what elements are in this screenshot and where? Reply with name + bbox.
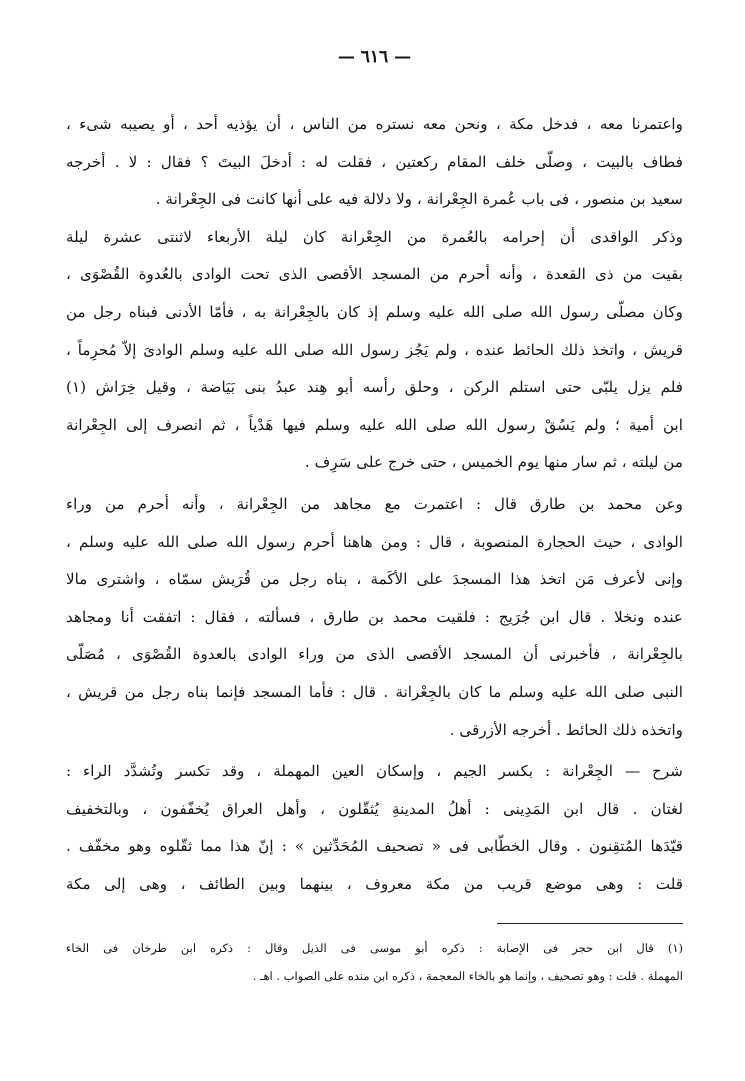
text-line: سعيد بن منصور ، فى باب عُمرة الجِعْرانة ، ولا دلالة فيه على أنها كانت فى الجِعْرانة .: [155, 190, 683, 209]
text-line: من ليلته ، ثم سار منها يوم الخميس ، حتى خرج على سَرِف .: [304, 453, 683, 472]
text-line: عنده ونخلا . قال ابن جُرَيج : فلقيت محمد بن طارق ، فسألته ، فقال : اتفقت أنا ومجاهد: [66, 607, 683, 626]
text-line: شرح — الجِعْرانة : بكسر الجيم ، وإسكان العين المهملة ، وقد تكسر وتُشدَّد الراء :: [66, 762, 683, 781]
text-line: وذكر الواقدى أن إحرامه بالعُمرة من الجِعْرانة كان ليلة الأربعاء لاثنتى عشرة ليلة: [66, 227, 683, 246]
text-line: الوادى ، حيث الحجارة المنصوبة ، قال : ومن هاهنا أحرم رسول الله صلى الله عليه وسلم ،: [66, 532, 683, 551]
main-text: [66, 106, 683, 903]
text-line: قيّدَها المُتقِنون . وقال الخطّابى فى « تصحيف المُحَدِّثين » : إنّ هذا مما ثقّلوه وهو مخفّف .: [66, 837, 683, 856]
text-line: بالجِعْرانة ، فأخبرنى أن المسجد الأقصى الذى من وراء الوادى بالعدوة القُصْوَى ، مُصَلّى: [66, 645, 683, 664]
text-line: فطاف بالبيت ، وصلّى خلف المقام ركعتين ، فقلت له : أدخلَ البيتَ ؟ فقال : لا . أخرجه: [66, 152, 683, 171]
footnote-line: (١) قال ابن حجر فى الإصابة : ذكره أبو موسى فى الذيل وقال : ذكره ابن طرخان فى الخاء: [66, 941, 683, 956]
page-number: — ٦١٦ —: [337, 47, 412, 67]
text-line: واعتمرنا معه ، فدخل مكة ، ونحن معه نستره من الناس ، أن يؤذيه أحد ، أو يصيبه شىء ،: [66, 115, 683, 133]
text-line: وإنى لأعرف مَن اتخذ هذا المسجدَ على الأكَمة ، بناه رجل من قُرَيش سمّاه ، واشترى مالا: [66, 570, 683, 589]
text-line: قلت : وهى موضع قريب من مكة معروف ، بينهما وبين الطائف ، وهى إلى مكة: [66, 874, 683, 893]
text-line: فلم يزل يلبّى حتى استلم الركن ، وحلق رأسه أبو هِند عبدُ بنى بَيَاضة ، وقيل خِرَاش (١): [66, 378, 683, 397]
text-line: وكان مصلّى رسول الله صلى الله عليه وسلم إذ كان بالجِعْرانة به ، فأمّا الأدنى فبناه رجل من: [66, 302, 683, 321]
footnotes: [66, 934, 683, 990]
text-line: ابن أمية ؛ ولم يَسُقْ رسول الله صلى الله عليه وسلم فيها هَدْياً ، ثم انصرف إلى الجِعْرانة: [66, 415, 683, 434]
text-line: النبى صلى الله عليه وسلم ما كان بالجِعْرانة . قال : فأما المسجد فإنما بناه رجل من قريش ،: [66, 682, 683, 701]
text-line: وعن محمد بن طارق قال : اعتمرت مع مجاهد من الجِعْرانة ، وأنه أحرم من وراء: [66, 494, 683, 513]
text-line: لغتان . قال ابن المَدِينى : أهلُ المدينةِ يُثقّلون ، وأهل العراق يُخفّفون ، وبالتخفيف: [66, 799, 683, 818]
footnote-line: المهملة . قلت : وهو تصحيف ، وإنما هو بالخاء المعجمة ، ذكره ابن منده على الصواب . اهـ .: [252, 969, 683, 984]
footnote-divider: [497, 923, 683, 924]
text-line: قريش ، واتخذ ذلك الحائط عنده ، ولم يَجُز رسول الله صلى الله عليه وسلم الوادىَ إلاّ مُحرِماً ،: [66, 340, 683, 359]
text-line: واتخذه ذلك الحائط . أخرجه الأزرقى .: [449, 720, 683, 739]
text-line: بقيت من ذى القعدة ، وأنه أحرم من المسجد الأقصى الذى تحت الوادى بالعُدوة القُصْوَى ،: [66, 265, 683, 284]
